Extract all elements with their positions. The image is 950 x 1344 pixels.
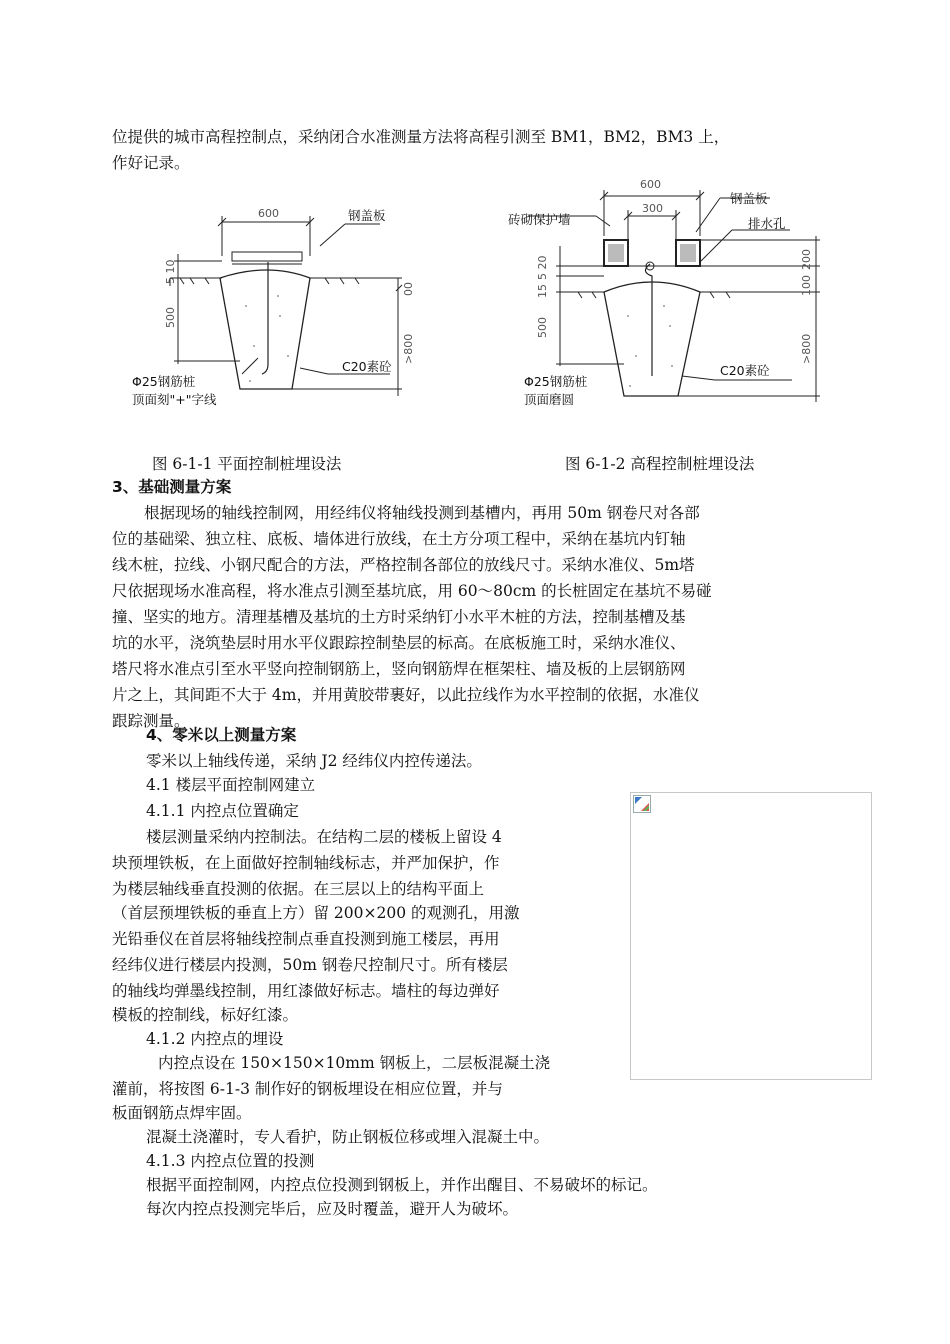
subsection-4-1-1: 4.1.1 内控点位置确定: [146, 802, 299, 820]
para-4-1-1-line: 楼层测量采纳内控制法。在结构二层的楼板上留设 4: [146, 828, 502, 846]
fig2-pile-label-1: Φ25钢筋桩: [524, 374, 588, 389]
section-3-line: 坑的水平，浇筑垫层时用水平仪跟踪控制垫层的标高。在底板施工时，采纳水准仪、: [112, 634, 686, 652]
fig2-dim-200: 200: [800, 249, 813, 270]
fig1-concrete-label: C20素砼: [342, 359, 392, 374]
fig1-dim-gt800: >800: [402, 333, 415, 364]
subsection-4-1: 4.1 楼层平面控制网建立: [146, 776, 316, 794]
fig1-pile-label-2: 顶面刻"+"字线: [132, 392, 217, 407]
para-4-1-1-line: （首层预埋铁板的垂直上方）留 200×200 的观测孔，用激: [112, 904, 520, 922]
fig2-dim-15: 15: [536, 284, 549, 298]
section-3-line: 根据现场的轴线控制网，用经纬仪将轴线投测到基槽内，再用 50m 钢卷尺对各部: [144, 504, 700, 522]
section-3-line: 跟踪测量。: [112, 712, 190, 730]
fig2-drain-label: 排水孔: [748, 216, 786, 231]
para-4-1-1-line: 经纬仪进行楼层内投测，50m 钢卷尺控制尺寸。所有楼层: [112, 956, 508, 974]
section-3-line: 撞、坚实的地方。清理基槽及基坑的土方时采纳钉小水平木桩的方法，控制基槽及基: [112, 608, 686, 626]
fig2-concrete-label: C20素砼: [720, 363, 770, 378]
subsection-4-1-2: 4.1.2 内控点的埋设: [146, 1030, 284, 1048]
section-3-line: 尺依据现场水准高程，将水准点引测至基坑底，用 60～80cm 的长桩固定在基坑不易碰: [112, 582, 712, 600]
para-4-1-3-line: 每次内控点投测完毕后，应及时覆盖，避开人为破坏。: [146, 1200, 519, 1218]
fig2-dim-5-20: 5 20: [536, 255, 549, 280]
para-4-1-1-line: 块预埋铁板，在上面做好控制轴线标志，并严加保护，作: [112, 854, 500, 872]
fig2-cover-label: 钢盖板: [730, 191, 768, 206]
intro-line-1: 位提供的城市高程控制点，采纳闭合水准测量方法将高程引测至 BM1，BM2，BM3 上，: [112, 128, 730, 146]
figure-plane-control-pile: [132, 196, 450, 446]
para-4-1-3-line: 根据平面控制网，内控点位投测到钢板上，并作出醒目、不易破坏的标记。: [146, 1176, 658, 1194]
fig1-dim-00: 00: [402, 282, 415, 296]
figure1-caption: 图 6-1-1 平面控制桩埋设法: [152, 455, 342, 473]
fig1-pile-label-1: Φ25钢筋桩: [132, 374, 196, 389]
fig2-dim-300: 300: [642, 202, 663, 215]
fig2-dim-500: 500: [536, 317, 549, 338]
section-4-intro: 零米以上轴线传递，采纳 J2 经纬仪内控传递法。: [146, 752, 482, 770]
fig1-dim-600: 600: [258, 207, 279, 220]
fig2-dim-100: 100: [800, 275, 813, 296]
fig2-pile-label-2: 顶面磨圆: [524, 392, 575, 407]
subsection-4-1-3: 4.1.3 内控点位置的投测: [146, 1152, 315, 1170]
figure2-caption: 图 6-1-2 高程控制桩埋设法: [565, 455, 755, 473]
para-4-1-2-line: 灌前，将按图 6-1-3 制作好的钢板埋设在相应位置，并与: [112, 1080, 503, 1098]
section-3-line: 塔尺将水准点引至水平竖向控制钢筋上，竖向钢筋焊在框架柱、墙及板的上层钢筋网: [112, 660, 686, 678]
para-4-1-1-line: 光铅垂仪在首层将轴线控制点垂直投测到施工楼层，再用: [112, 930, 500, 948]
fig1-cover-label: 钢盖板: [348, 208, 386, 223]
section-3-line: 片之上，其间距不大于 4m，并用黄胶带裹好，以此拉线作为水平控制的依据，水准仪: [112, 686, 700, 704]
para-4-1-2-extra: 混凝土浇灌时，专人看护，防止钢板位移或埋入混凝土中。: [146, 1128, 550, 1146]
para-4-1-1-line: 模板的控制线，标好红漆。: [112, 1006, 299, 1024]
fig1-dim-5-10: 5 10: [164, 259, 177, 284]
fig2-dim-gt800: >800: [800, 333, 813, 364]
para-4-1-2-line: 板面钢筋点焊牢固。: [112, 1104, 252, 1122]
section-4-heading: 4、零米以上测量方案: [146, 726, 297, 744]
figure-6-1-3-image-placeholder: [630, 792, 872, 1080]
fig1-dim-500: 500: [164, 307, 177, 328]
section-3-line: 线木桩，拉线、小钢尺配合的方法，严格控制各部位的放线尺寸。采纳水准仪、5m塔: [112, 556, 695, 574]
broken-image-icon: [633, 795, 651, 813]
intro-line-2: 作好记录。: [112, 154, 190, 172]
para-4-1-1-line: 为楼层轴线垂直投测的依据。在三层以上的结构平面上: [112, 880, 485, 898]
para-4-1-1-line: 的轴线均弹墨线控制，用红漆做好标志。墙柱的每边弹好: [112, 982, 500, 1000]
figure-elevation-control-pile: [500, 176, 840, 446]
section-3-line: 位的基础梁、独立柱、底板、墙体进行放线，在土方分项工程中，采纳在基坑内钉轴: [112, 530, 686, 548]
para-4-1-2-line: 内控点设在 150×150×10mm 钢板上，二层板混凝土浇: [158, 1054, 551, 1072]
section-3-heading: 3、基础测量方案: [112, 478, 232, 496]
fig2-dim-600: 600: [640, 178, 661, 191]
fig2-wall-label: 砖砌保护墙: [508, 212, 571, 227]
